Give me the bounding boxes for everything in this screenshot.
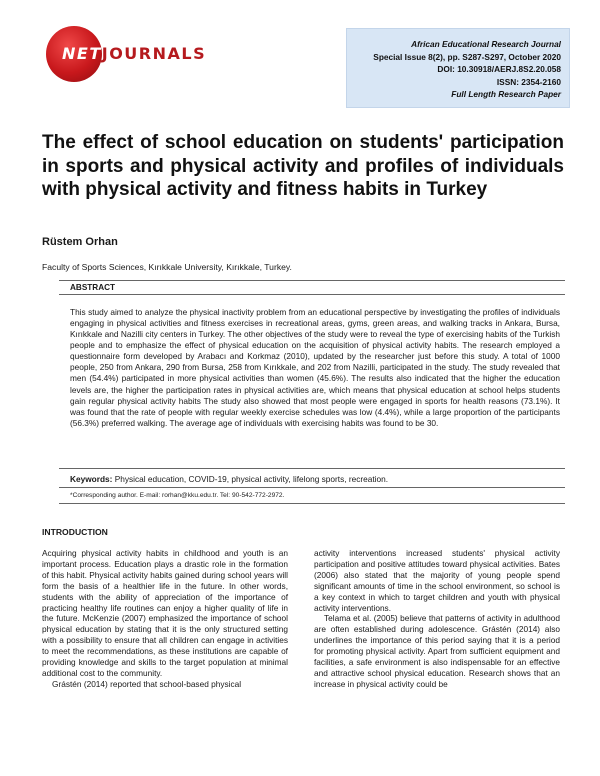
paragraph: Acquiring physical activity habits in childhood and youth is an important process. Education plays a drastic role in the formation of this habit. Physical activity habits gained during school years will form the basis of a healthier life in the future. In other words, students with the ability of appreciation of the importance of practicing healthy life routines can enjoy a higher quality of life in the future. McKenzie (2007) emphasized the importance of school physical education by stating that it is the only structured setting with a possibility to ensure that all children can engage in activities to meet the recommendations, as these institutions are capable of providing knowledge and skills to the target population at minimal additional cost to the community. [42,548,288,678]
body-column-right [314,548,560,690]
section-heading-introduction: INTRODUCTION [42,527,108,537]
author-affiliation: Faculty of Sports Sciences, Kırıkkale University, Kırıkkale, Turkey. [42,262,292,272]
journal-logo [46,26,216,82]
keywords-line [70,474,560,484]
journal-issn: ISSN: 2354-2160 [496,76,561,87]
journal-name: African Educational Research Journal [411,39,561,49]
abstract-top-rule [59,280,565,281]
journal-issue: Special Issue 8(2), pp. S287-S297, October 2020 [373,51,561,62]
paragraph: Grástén (2014) reported that school-based physical [52,678,242,689]
keywords-label: Keywords: [70,474,113,484]
corresponding-author-note: *Corresponding author. E-mail: rorhan@kku.edu.tr. Tel: 90-542-772-2972. [70,492,285,499]
abstract-text: This study aimed to analyze the physical inactivity problem from an educational perspective by investigating the profiles of individuals engaging in physical activities and fitness exercises in recreational areas, gyms, green areas, and walking tracks in Ankara, Bursa, Kırıkkale and Nazilli city centers in Turkey. The other objectives of the study were to reveal the type of exercising habits of the Turkish people and to emphasize the effect of physical education on the acquisition of physical activity habits. The research employed a questionnaire form developed by Arabacı and Korkmaz (2010), updated by the researcher just before this study. A total of 1000 people, 250 from Ankara, 290 from Bursa, 258 from Kırıkkale, and 202 from Nazilli, participated in the study. The study revealed that men (54.4%) participated in more physical activities than women (45.6%). The results also indicated that the higher the education levels are, the higher the participation rates in physical activities are, which means that physical education at school helps students gain regular physical activity habits The study also showed that most people were engaged in sports for health reasons (73.1%). It was found that the rate of people with regular weekly exercise schedules was low (4.4%), while a large proportion of the participants (56.3%) preferred walking. The average age of individuals with exercising habits was found to be 30. [70,307,560,428]
paragraph: activity interventions increased students' physical activity participation and positive attitudes toward physical activities. Bates (2006) also stated that the majority of young people spend significant amounts of time in the school environment, so school is a key context in which to target children and youth with physical activity interventions. [314,548,560,613]
article-title: The effect of school education on students' participation in sports and physical activity and profiles of individuals with physical activity and fitness habits in Turkey [42,132,564,200]
paragraph: Telama et al. (2005) believe that patterns of activity in adulthood are often established during adolescence. Grástén (2014) also underlines the importance of this period saying that it is a period for promoting physical activity. Apart from sufficient equipment and facilities, a safe environment is also indispensable for an effective and attractive school physical education. Research shows that an increase in physical activity could be [314,613,560,689]
abstract-heading-rule [59,294,565,295]
author-name: Rüstem Orhan [42,236,118,248]
abstract-bottom-rule [59,468,565,469]
corresponding-rule [59,503,565,504]
body-column-left [42,548,288,690]
article-type: Full Length Research Paper [451,89,561,100]
journal-info-box [346,28,570,108]
keywords-list: Physical education, COVID-19, physical activity, lifelong sports, recreation. [114,474,389,484]
keywords-rule [59,487,565,488]
abstract-heading: ABSTRACT [70,283,116,292]
logo-wordmark: NETJOURNALS [62,44,207,63]
journal-doi: DOI: 10.30918/AERJ.8S2.20.058 [437,64,561,75]
